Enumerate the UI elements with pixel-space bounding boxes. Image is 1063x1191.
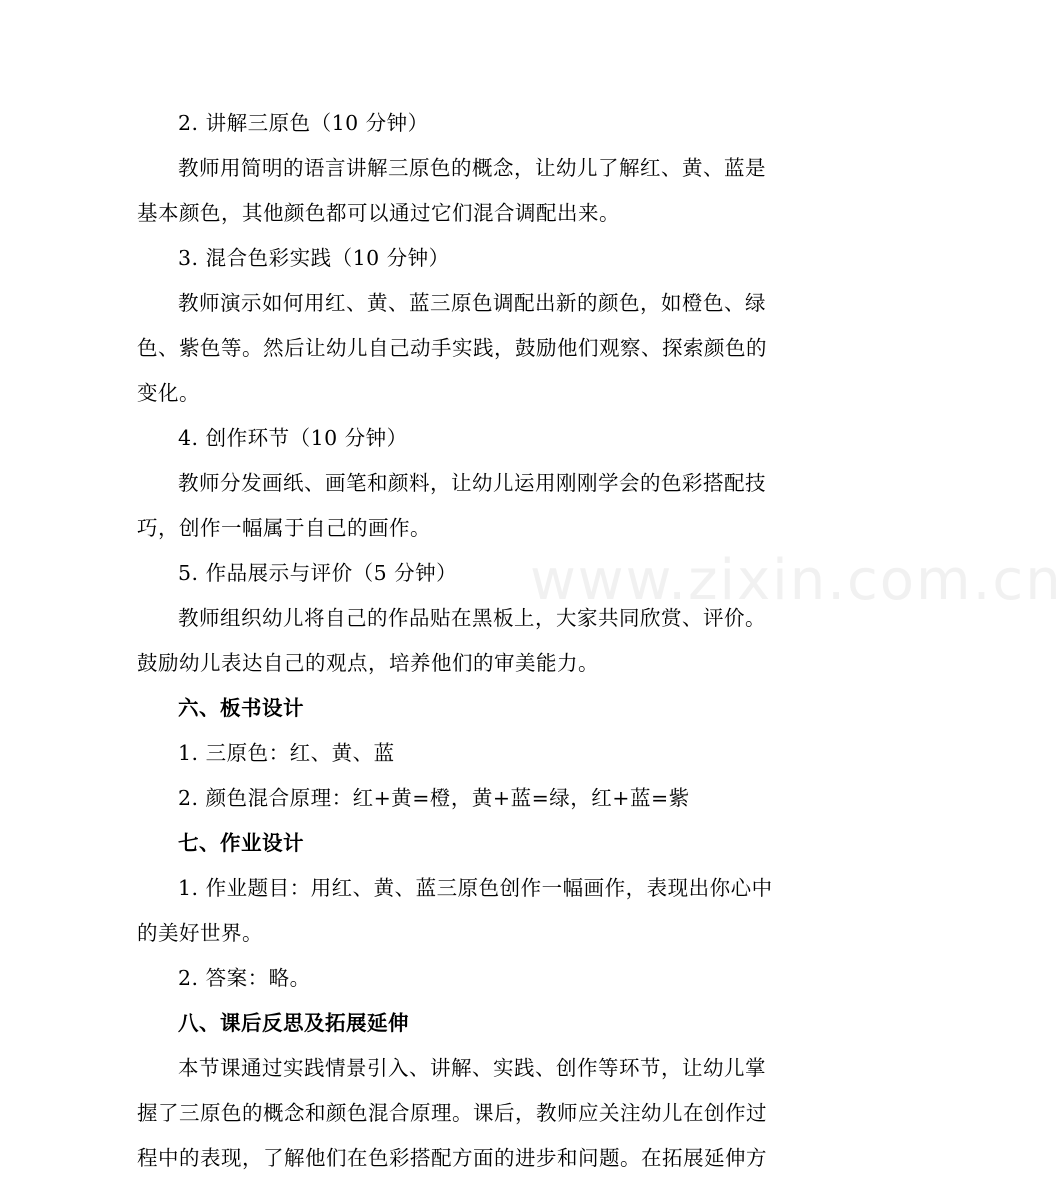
section-heading-homework: 七、作业设计 (178, 831, 304, 855)
paragraph-line: 鼓励幼儿表达自己的观点，培养他们的审美能力。 (137, 651, 599, 675)
paragraph-line: 的美好世界。 (137, 921, 263, 945)
list-item: 1. 作业题目：用红、黄、蓝三原色创作一幅画作，表现出你心中 (178, 876, 773, 900)
section-heading-reflection: 八、课后反思及拓展延伸 (178, 1011, 409, 1035)
paragraph-line: 教师分发画纸、画笔和颜料，让幼儿运用刚刚学会的色彩搭配技 (178, 471, 766, 495)
list-item: 2. 答案：略。 (178, 966, 311, 990)
section-heading-blackboard: 六、板书设计 (178, 696, 304, 720)
list-item: 2. 颜色混合原理：红+黄=橙，黄+蓝=绿，红+蓝=紫 (178, 786, 690, 810)
paragraph-line: 变化。 (137, 381, 200, 405)
paragraph-line: 教师演示如何用红、黄、蓝三原色调配出新的颜色，如橙色、绿 (178, 291, 766, 315)
step-3-heading: 3. 混合色彩实践（10 分钟） (178, 246, 450, 270)
step-4-heading: 4. 创作环节（10 分钟） (178, 426, 408, 450)
step-2-heading: 2. 讲解三原色（10 分钟） (178, 111, 429, 135)
paragraph-line: 本节课通过实践情景引入、讲解、实践、创作等环节，让幼儿掌 (178, 1056, 766, 1080)
watermark: www.zixin.com.cn (530, 548, 1063, 613)
document-body (137, 101, 777, 1181)
step-5-heading: 5. 作品展示与评价（5 分钟） (178, 561, 458, 585)
paragraph-line: 握了三原色的概念和颜色混合原理。课后，教师应关注幼儿在创作过 (137, 1101, 767, 1125)
list-item: 1. 三原色：红、黄、蓝 (178, 741, 395, 765)
paragraph-line: 程中的表现，了解他们在色彩搭配方面的进步和问题。在拓展延伸方 (137, 1146, 767, 1170)
paragraph-line: 教师用简明的语言讲解三原色的概念，让幼儿了解红、黄、蓝是 (178, 156, 766, 180)
paragraph-line: 基本颜色，其他颜色都可以通过它们混合调配出来。 (137, 201, 620, 225)
paragraph-line: 色、紫色等。然后让幼儿自己动手实践，鼓励他们观察、探索颜色的 (137, 336, 767, 360)
paragraph-line: 教师组织幼儿将自己的作品贴在黑板上，大家共同欣赏、评价。 (178, 606, 766, 630)
paragraph-line: 巧，创作一幅属于自己的画作。 (137, 516, 431, 540)
